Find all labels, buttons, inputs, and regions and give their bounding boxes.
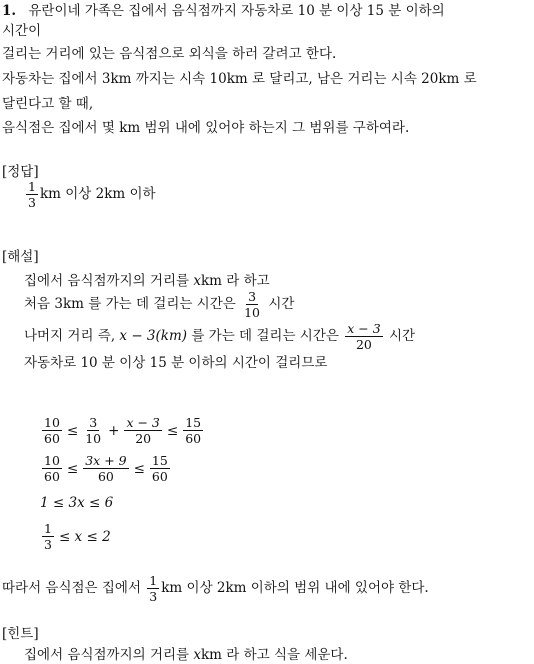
conclusion-fraction: $\frac{1}{3}$ bbox=[149, 573, 158, 604]
problem-line-5: 달린다고 할 때, bbox=[2, 96, 94, 112]
equation-1: $\frac{10}{60}$ ≤ $\frac{3}{10}$ + $\frac{x - 3}{20}$ ≤ $\frac{15}{60}$ bbox=[44, 415, 202, 446]
solution-line-2: 처음 3km 를 가는 데 걸리는 시간은 $\frac{3}{10}$ 시간 bbox=[24, 289, 295, 320]
fraction-x-minus-3-over-20: $\frac{x - 3}{20}$ bbox=[347, 321, 381, 352]
solution-line-3: 나머지 거리 즉, x − 3(km) 를 가는 데 걸리는 시간은 $\frac{x - 3}{20}$ 시간 bbox=[24, 321, 416, 352]
solution-line-1: 집에서 음식점까지의 거리를 xkm 라 하고 bbox=[24, 273, 270, 289]
equation-3: 1 ≤ 3x ≤ 6 bbox=[40, 495, 114, 511]
solution-heading: [해설] bbox=[2, 249, 39, 265]
hint-line: 집에서 음식점까지의 거리를 xkm 라 하고 식을 세운다. bbox=[24, 647, 348, 663]
hint-heading: [힌트] bbox=[2, 626, 39, 642]
problem-number: 1. bbox=[2, 3, 17, 19]
fraction-3-10: $\frac{3}{10}$ bbox=[244, 289, 261, 320]
equation-4: $\frac{1}{3}$ ≤ x ≤ 2 bbox=[44, 521, 111, 552]
problem-line-6: 음식점은 집에서 몇 km 범위 내에 있어야 하는지 그 범위를 구하여라. bbox=[2, 120, 410, 136]
answer-heading: [정답] bbox=[2, 164, 39, 180]
problem-line-4: 자동차는 집에서 3km 까지는 시속 10km 로 달리고, 남은 거리는 시속 20km 로 bbox=[2, 71, 477, 87]
equation-2: $\frac{10}{60}$ ≤ $\frac{3x + 9}{60}$ ≤ $\frac{15}{60}$ bbox=[44, 453, 168, 484]
problem-line-3: 걸리는 거리에 있는 음식점으로 외식을 하러 갈려고 한다. bbox=[2, 46, 337, 62]
conclusion-line: 따라서 음식점은 집에서 $\frac{1}{3}$ km 이상 2km 이하의 범위 내에 있어야 한다. bbox=[2, 573, 429, 604]
answer-fraction: $\frac{1}{3}$ bbox=[28, 179, 36, 210]
solution-line-4: 자동차로 10 분 이상 15 분 이하의 시간이 걸리므로 bbox=[24, 355, 328, 371]
problem-line-1: 1. 유란이네 가족은 집에서 음식점까지 자동차로 10 분 이상 15 분 이하의 bbox=[2, 3, 445, 19]
problem-line-2: 시간이 bbox=[2, 23, 42, 39]
answer-line: $\frac{1}{3}$ km 이상 2km 이하 bbox=[28, 179, 156, 210]
